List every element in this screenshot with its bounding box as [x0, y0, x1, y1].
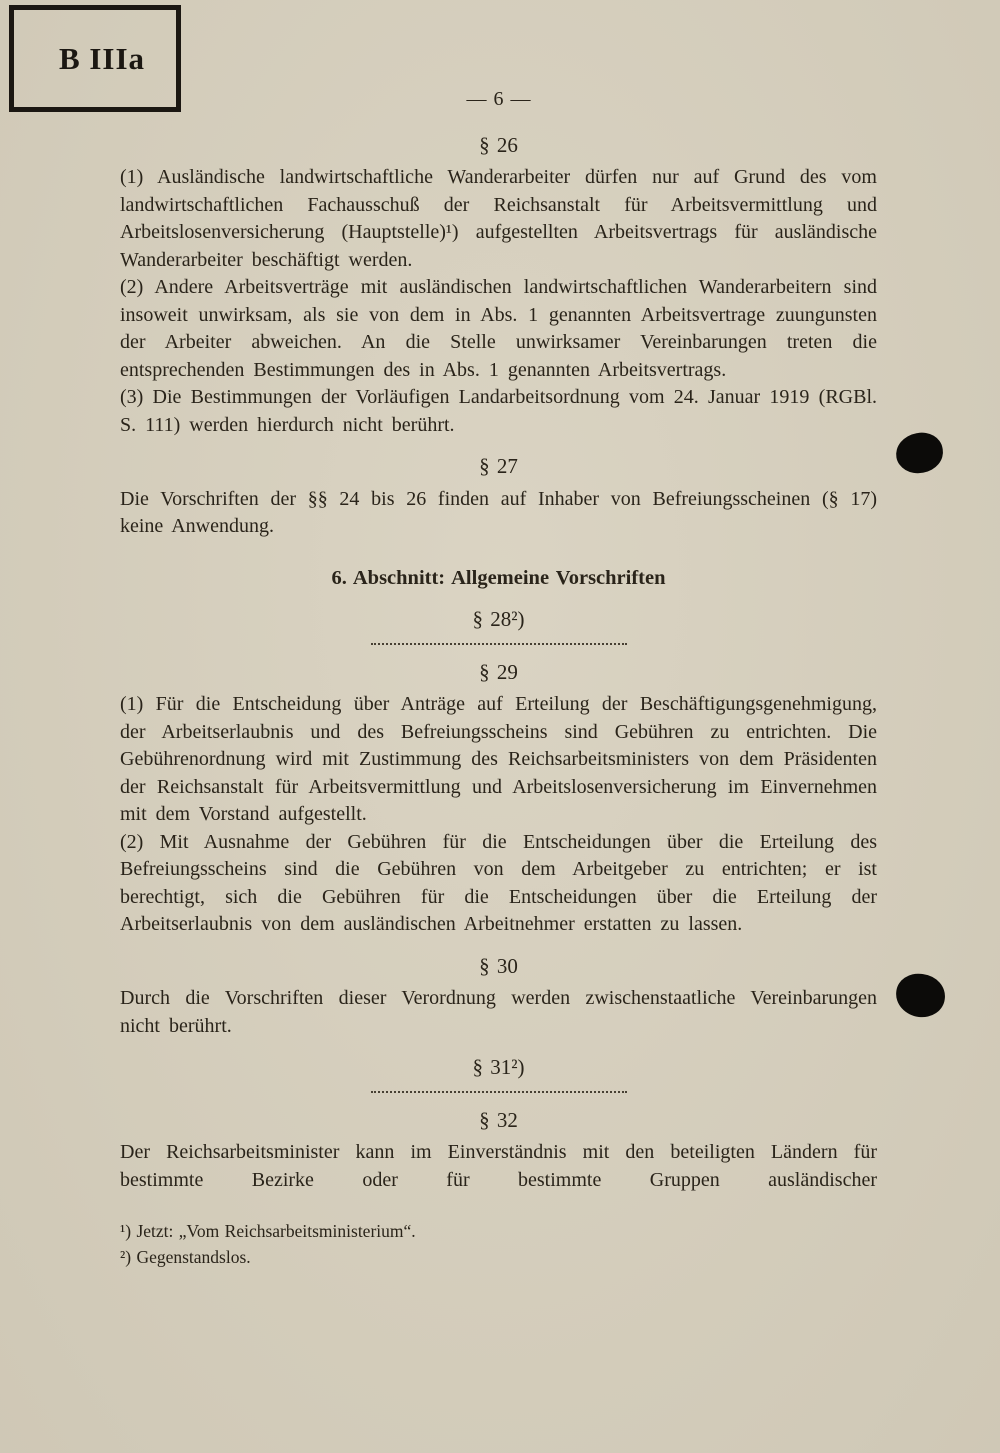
text-column: [120, 0, 877, 1270]
section-heading-31: § 31²): [472, 1055, 525, 1079]
dotted-rule: [371, 1091, 627, 1093]
punch-hole-bottom: [894, 971, 948, 1020]
dotted-rule: [371, 643, 627, 645]
footnote-1: ¹) Jetzt: „Vom Reichsarbeitsministerium“.: [120, 1221, 416, 1241]
chapter-heading: 6. Abschnitt: Allgemeine Vorschriften: [331, 566, 666, 589]
section-heading-27: § 27: [479, 454, 518, 478]
footnotes-block: [120, 1218, 877, 1270]
punch-hole-top: [893, 429, 946, 477]
paragraph-32-1: Der Reichsarbeitsminister kann im Einverständnis mit den beteiligten Ländern für bestimmte Bezirke oder für bestimmte Gruppen ausländischer: [120, 1141, 877, 1191]
paragraph-29-2: (2) Mit Ausnahme der Gebühren für die Entscheidungen über die Erteilung des Befreiungsscheins sind die Gebühren von dem Arbeitgeber zu entrichten; er ist berechtigt, sich die Gebühren für die Entscheidungen über die Erteilung der Arbeitserlaubnis von dem ausländischen Arbeitnehmer erstatten zu lassen.: [120, 830, 877, 935]
section-heading-30: § 30: [479, 953, 518, 978]
paragraph-27-1: Die Vorschriften der §§ 24 bis 26 finden auf Inhaber von Befreiungsscheinen (§ 17) keine Anwendung.: [120, 487, 877, 537]
paragraph-29-1: (1) Für die Entscheidung über Anträge auf Erteilung der Beschäftigungsgenehmigung, der Arbeitserlaubnis und des Befreiungsscheins sind Gebühren zu entrichten. Die Gebührenordnung wird mit Zustimmung des Reichsarbeitsministers von dem Präsidenten der Reichsanstalt für Arbeitsvermittlung und Arbeitslosenversicherung im Einvernehmen mit dem Vorstand aufgestellt.: [120, 693, 877, 825]
paragraph-30-1: Durch die Vorschriften dieser Verordnung werden zwischenstaatliche Vereinbarungen nicht berührt.: [120, 987, 877, 1037]
section-heading-26: § 26: [479, 132, 518, 157]
paragraph-26-3: (3) Die Bestimmungen der Vorläufigen Landarbeitsordnung vom 24. Januar 1919 (RGBl. S. 111) werden hierdurch nicht berührt.: [120, 386, 877, 436]
section-heading-28: § 28²): [472, 607, 525, 631]
section-heading-29: § 29: [479, 659, 518, 684]
paragraph-26-2: (2) Andere Arbeitsverträge mit ausländischen landwirtschaftlichen Wanderarbeitern sind insoweit unwirksam, als sie von dem in Abs. 1 genannten Arbeitsvertrage zuungunsten der Arbeiter abweichen. An die Stelle unwirksamer Vereinbarungen treten die entsprechenden Bestimmungen des in Abs. 1 genannten Arbeitsvertrags.: [120, 276, 877, 381]
classification-label: B IIIa: [58, 40, 146, 76]
section-heading-32: § 32: [479, 1107, 518, 1132]
footnote-2: ²) Gegenstandslos.: [120, 1247, 251, 1267]
paragraph-26-1: (1) Ausländische landwirtschaftliche Wanderarbeiter dürfen nur auf Grund des vom landwirtschaftlichen Fachausschuß der Reichsanstalt für Arbeitsvermittlung und Arbeitslosenversicherung (Hauptstelle)¹) aufgestellten Arbeitsvertrags für ausländische Wanderarbeiter beschäftigt werden.: [120, 166, 877, 271]
page-number: — 6 —: [466, 88, 531, 110]
